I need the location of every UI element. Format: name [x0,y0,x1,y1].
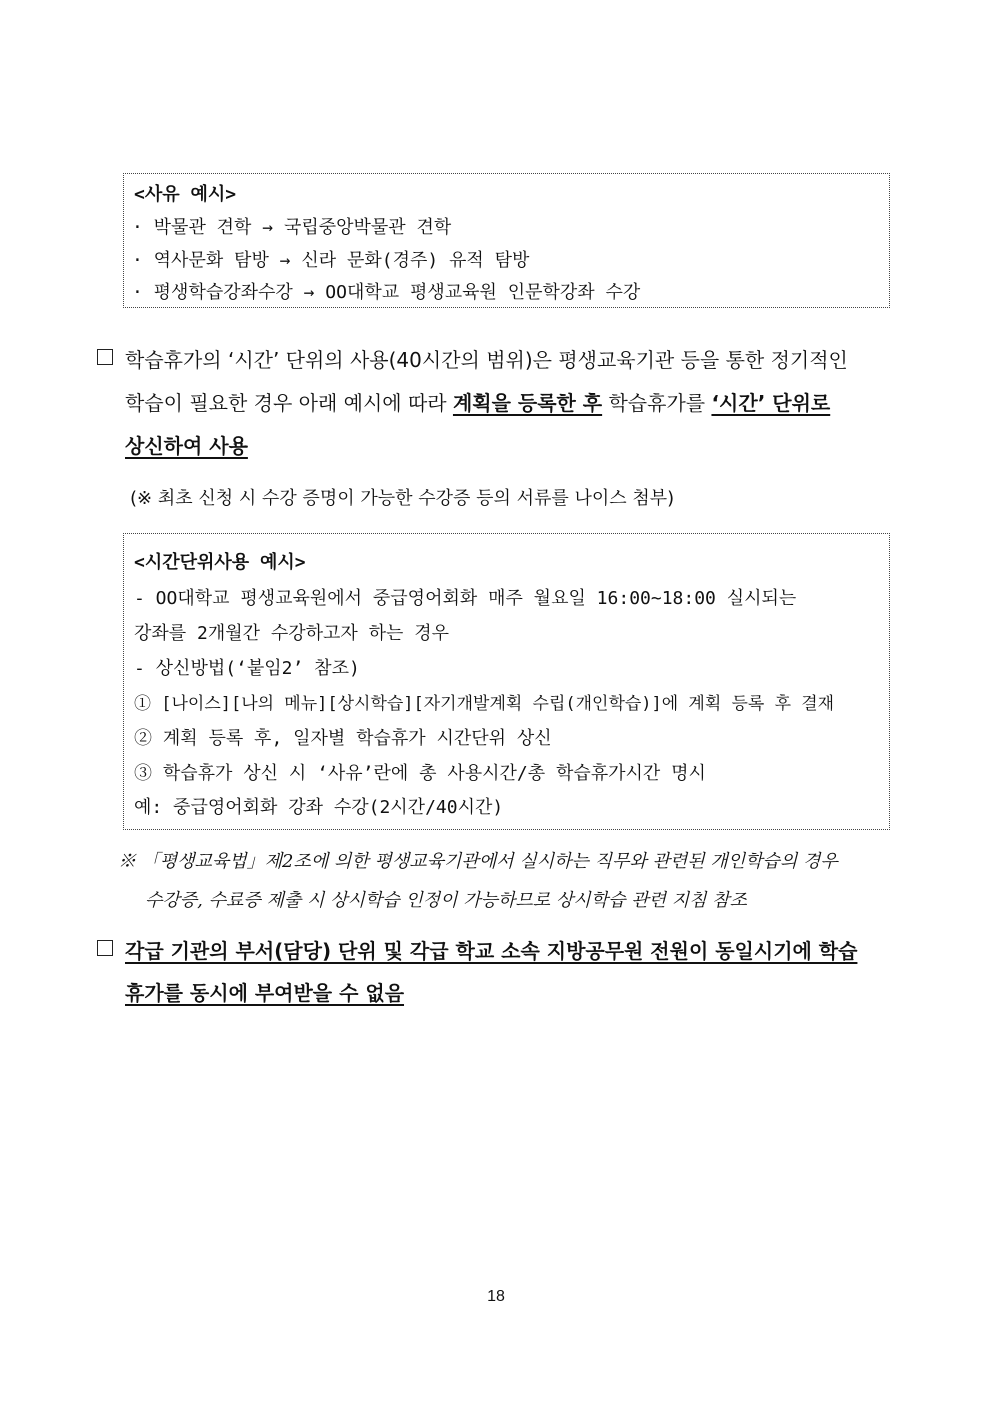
checkbox-square-icon [97,940,113,956]
underlined-text: 각급 기관의 부서(담당) 단위 및 각급 학교 소속 지방공무원 전원이 동일시기에 학습 [125,939,858,963]
time-unit-example-box [123,533,890,830]
paragraph-line [125,977,404,1006]
time-unit-example-line: - 상신방법(‘붙임2’ 참조) [134,658,360,679]
paragraph-line [125,387,830,416]
lifelong-education-note: 수강증, 수료증 제출 시 상시학습 인정이 가능하므로 상시학습 관련 지침 참조 [145,890,747,911]
reason-example-box [123,173,890,308]
underlined-text: ‘시간’ 단위로 [711,391,831,415]
underlined-text: 계획을 등록한 후 [452,391,603,415]
attachment-note: (※ 최초 신청 시 수강 증명이 가능한 수강증 등의 서류를 나이스 첨부) [130,488,675,509]
underlined-text: 휴가를 동시에 부여받을 수 없음 [125,981,405,1005]
time-unit-example-line: ② 계획 등록 후, 일자별 학습휴가 시간단위 상신 [134,728,552,749]
time-unit-example-line: ① [나이스][나의 메뉴][상시학습][자기개발계획 수립(개인학습)]에 계획 등록 후 결재 [134,694,835,714]
lifelong-education-note: ※ 「평생교육법」제2조에 의한 평생교육기관에서 실시하는 직무와 관련된 개인학습의 경우 [118,851,838,872]
reason-example-line: · 박물관 견학 → 국립중앙박물관 견학 [132,217,452,238]
text-segment: 학습휴가를 [602,391,712,415]
page-number: 18 [487,1288,505,1305]
time-unit-example-line: 강좌를 2개월간 수강하고자 하는 경우 [134,623,450,644]
reason-example-line: · 평생학습강좌수강 → OO대학교 평생교육원 인문학강좌 수강 [132,282,641,303]
time-unit-example-line: - OO대학교 평생교육원에서 중급영어회화 매주 월요일 16:00~18:00 실시되는 [134,588,797,609]
reason-example-title: <사유 예시> [134,184,237,205]
underlined-text: 상신하여 사용 [125,434,248,458]
paragraph-line [125,430,248,459]
text-segment: 학습이 필요한 경우 아래 예시에 따라 [125,391,453,415]
reason-example-line: · 역사문화 탐방 → 신라 문화(경주) 유적 탐방 [132,250,530,271]
time-unit-example-line: ③ 학습휴가 상신 시 ‘사유’란에 총 사용시간/총 학습휴가시간 명시 [134,763,706,784]
paragraph-line: 학습휴가의 ‘시간’ 단위의 사용(40시간의 범위)은 평생교육기관 등을 통한 정기적인 [125,348,848,372]
time-unit-example-line: 예: 중급영어회화 강좌 수강(2시간/40시간) [134,797,504,818]
paragraph-line [125,935,857,964]
checkbox-square-icon [97,349,113,365]
time-unit-example-title: <시간단위사용 예시> [134,552,306,573]
